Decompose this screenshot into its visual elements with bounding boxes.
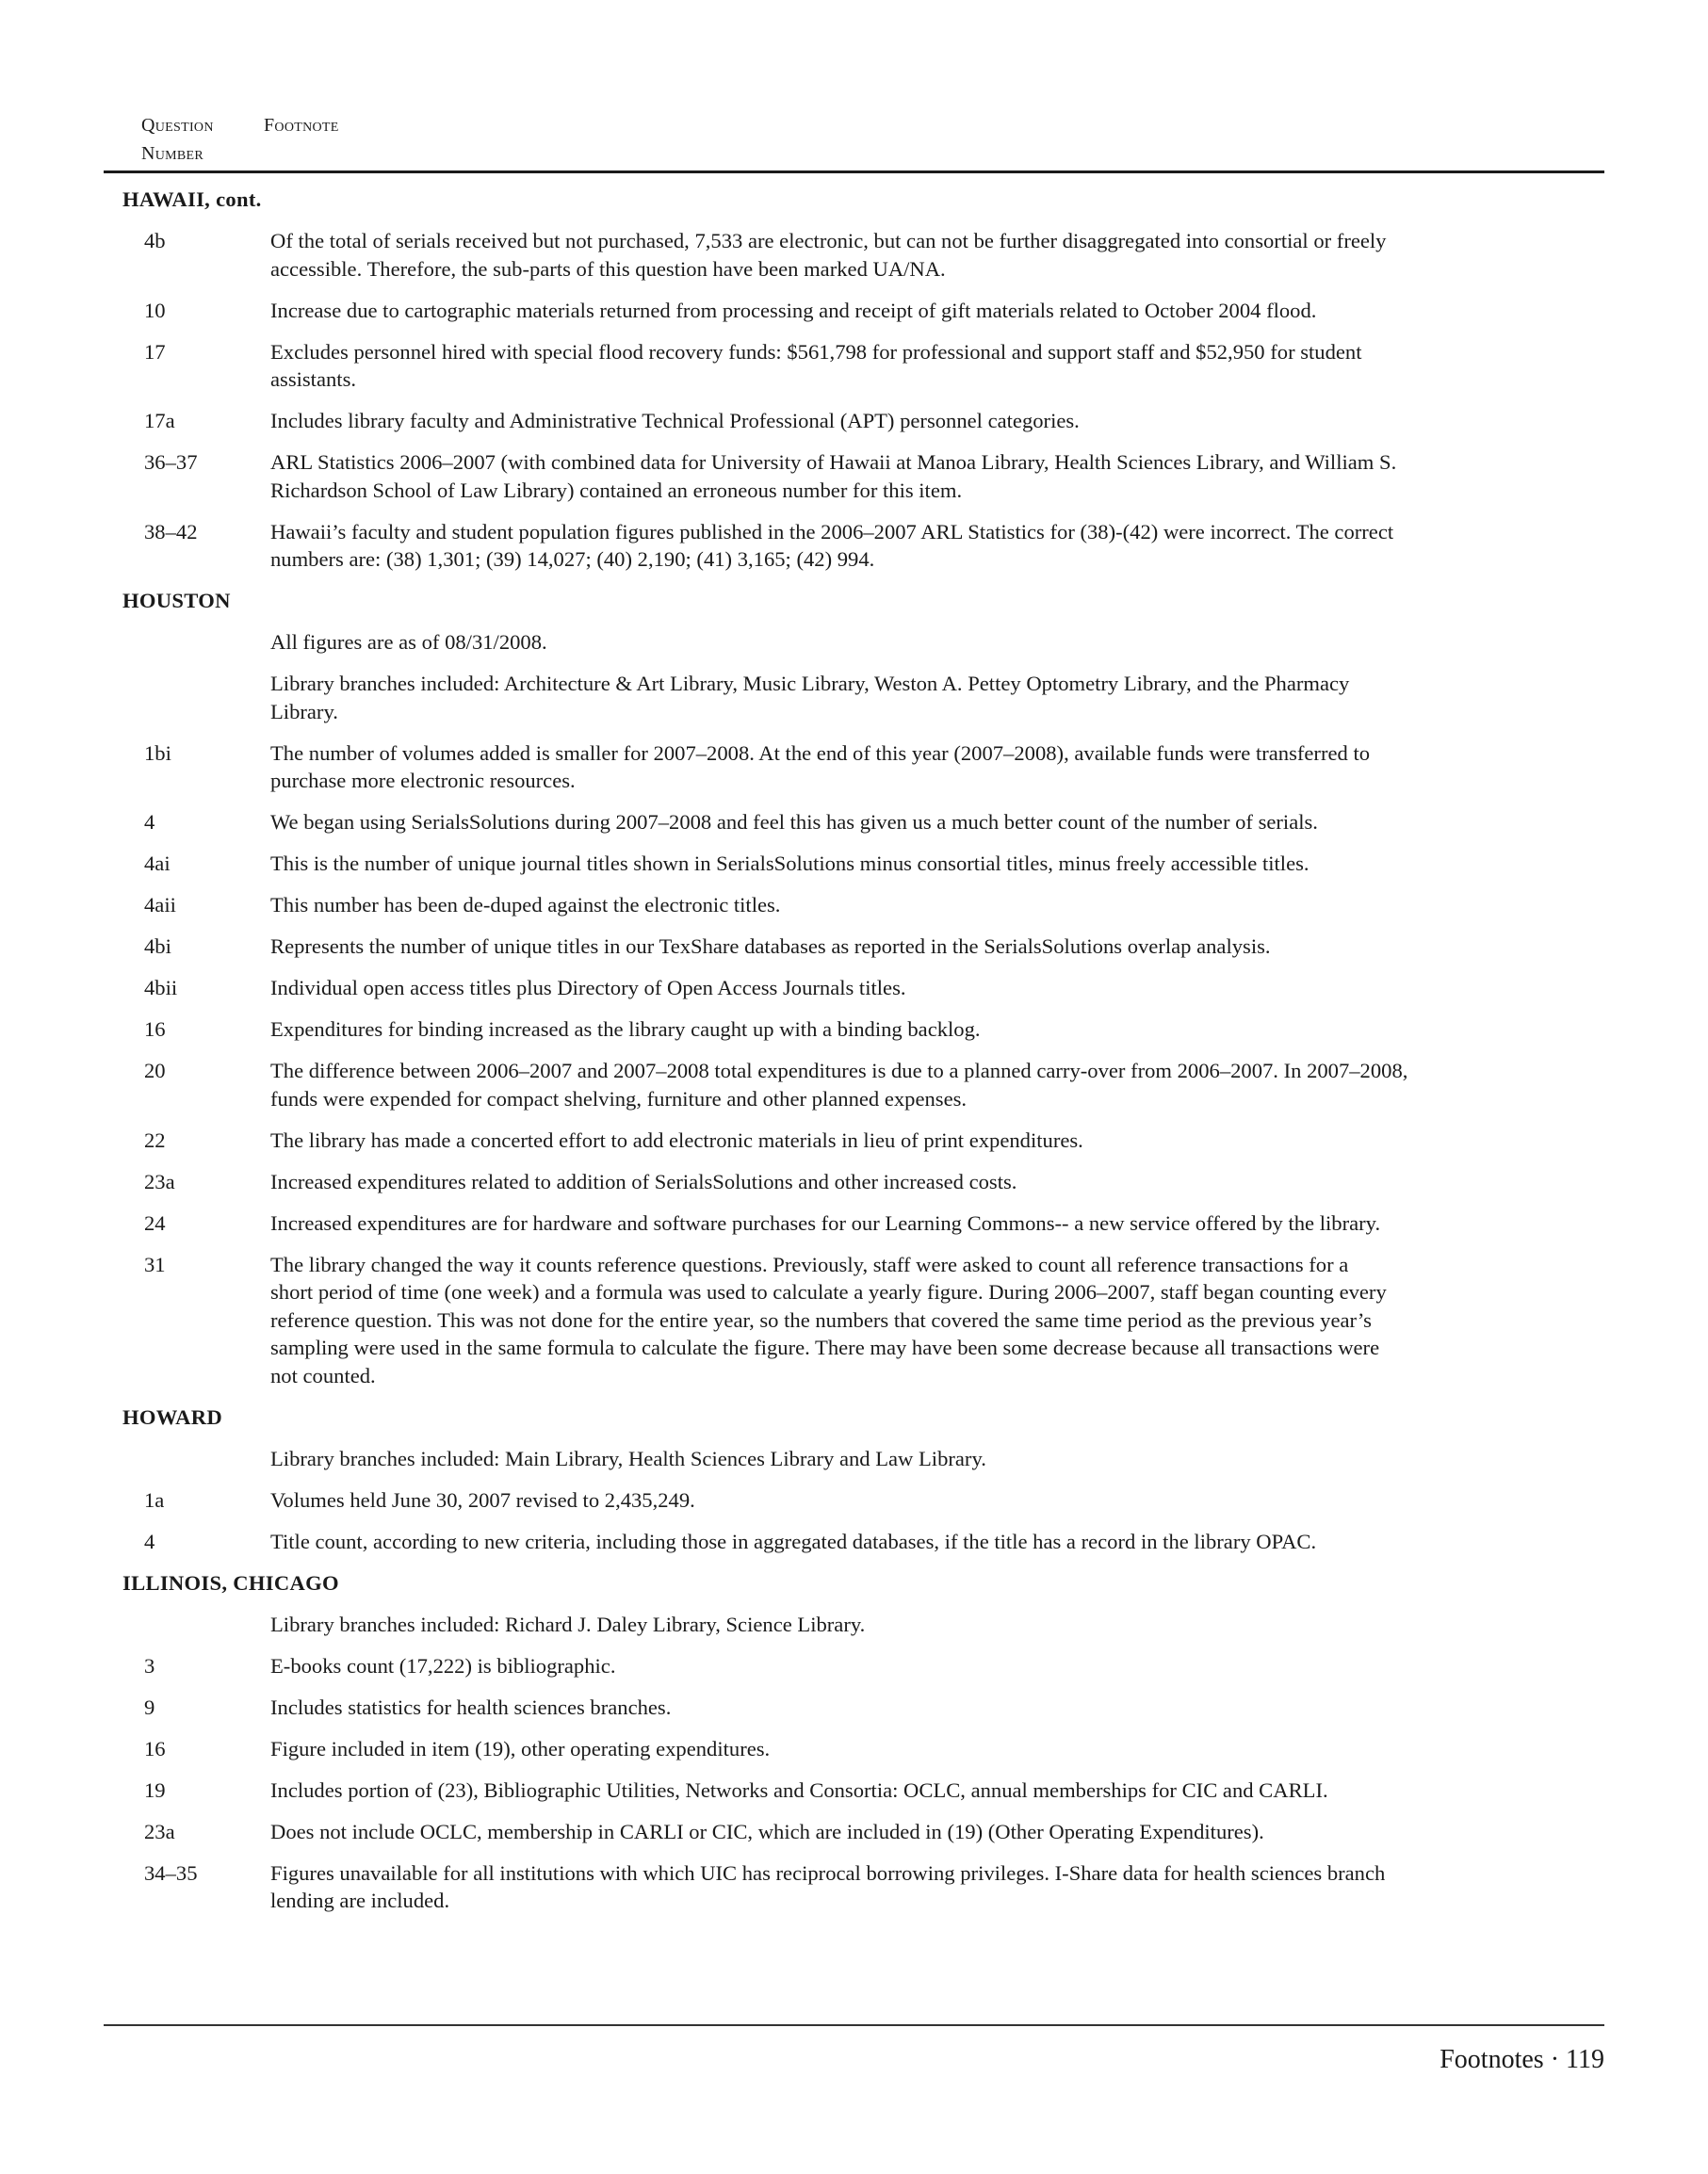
footnote-text-line: Richardson School of Law Library) contained an erroneous number for this item. [270, 478, 963, 502]
institution-section [104, 1569, 1604, 1915]
footnote-text-line: This is the number of unique journal titles shown in SerialsSolutions minus consortial titles, minus freely accessible titles. [270, 852, 1309, 875]
footnote-text-line: The difference between 2006–2007 and 2007–2008 total expenditures is due to a planned carry-over from 2006–2007. In 2007–2008, [270, 1059, 1408, 1082]
footnote-text [270, 1652, 1604, 1680]
question-number [104, 628, 270, 657]
question-number: 4b [144, 229, 166, 252]
footnote-text [270, 1168, 1604, 1196]
footnote-text [270, 670, 1604, 725]
footnote-text-line: Library. [270, 699, 338, 723]
footnote-entry [104, 933, 1604, 961]
question-number: 24 [144, 1210, 166, 1235]
footnote-text [270, 1127, 1604, 1155]
footnote-text [270, 448, 1604, 504]
footnote-text [270, 1777, 1604, 1805]
footnote-text-line: ARL Statistics 2006–2007 (with combined data for University of Hawaii at Manoa Library, Health Sciences Library, and William S. [270, 450, 1397, 474]
institution-section [104, 587, 1604, 1389]
footnote-text-line: Includes portion of (23), Bibliographic Utilities, Networks and Consortia: OCLC, annual memberships for CIC and CARLI. [270, 1777, 1328, 1802]
footnote-entry [104, 1209, 1604, 1238]
footnote-text [270, 407, 1604, 435]
footnote-text-line: Figure included in item (19), other operating expenditures. [270, 1736, 771, 1760]
question-number: 4 [144, 810, 155, 834]
footnote-text-line: Increased expenditures are for hardware and software purchases for our Learning Commons-- a new service offered by the library. [270, 1210, 1381, 1235]
footnote-entry [104, 1015, 1604, 1044]
footnote-text [270, 518, 1604, 574]
footer-separator: · [1543, 2045, 1567, 2074]
footnote-text-line: Represents the number of unique titles in our TexShare databases as reported in the SerialsSolutions overlap analysis. [270, 934, 1271, 958]
question-number [104, 1445, 270, 1473]
column-header-question-number: Question Number [141, 115, 214, 164]
page-number: 119 [1566, 2045, 1604, 2074]
institution-heading: HOUSTON [122, 589, 231, 612]
footnote-text [270, 1015, 1604, 1044]
question-number: 9 [144, 1695, 155, 1719]
footnote-text-line: All figures are as of 08/31/2008. [270, 630, 547, 654]
footnote-text [270, 1445, 1604, 1473]
footnote-text [270, 933, 1604, 961]
question-number: 4 [144, 1529, 155, 1553]
question-number: 10 [144, 298, 166, 322]
footnote-text-line: purchase more electronic resources. [270, 769, 576, 792]
question-number: 1bi [144, 740, 171, 765]
institution-heading: HAWAII, cont. [122, 187, 262, 211]
footnote-entry [104, 1777, 1604, 1805]
question-number: 20 [144, 1059, 166, 1082]
footnote-text-line: not counted. [270, 1363, 376, 1387]
footnote-text [270, 739, 1604, 795]
footnote-entry [104, 227, 1604, 283]
question-number: 23a [144, 1819, 175, 1843]
footnote-text [270, 850, 1604, 878]
footnote-text-line: Figures unavailable for all institutions with which UIC has reciprocal borrowing privileges. I-Share data for health sciences branch [270, 1860, 1386, 1885]
footnote-text-line: The number of volumes added is smaller for 2007–2008. At the end of this year (2007–2008), available funds were transferred to [270, 740, 1371, 765]
question-number [104, 1611, 270, 1639]
footnote-entry [104, 1445, 1604, 1473]
footnote-text-line: Volumes held June 30, 2007 revised to 2,435,249. [270, 1487, 695, 1512]
footnote-text-line: Increased expenditures related to addition of SerialsSolutions and other increased costs. [270, 1169, 1017, 1193]
footnote-text [270, 891, 1604, 919]
footnote-entry [104, 1859, 1604, 1915]
institution-section [104, 186, 1604, 574]
footnote-entry [104, 518, 1604, 574]
footnote-text-line: Individual open access titles plus Directory of Open Access Journals titles. [270, 976, 906, 999]
footnote-text-line: numbers are: (38) 1,301; (39) 14,027; (40) 2,190; (41) 3,165; (42) 994. [270, 547, 875, 571]
footnote-text [270, 338, 1604, 394]
question-number: 34–35 [144, 1860, 198, 1885]
question-number: 31 [144, 1252, 166, 1276]
footnote-text [270, 1859, 1604, 1915]
footnote-entry [104, 628, 1604, 657]
question-number: 4bii [144, 976, 178, 999]
footnote-entry [104, 974, 1604, 1002]
footnote-text-line: Library branches included: Main Library, Health Sciences Library and Law Library. [270, 1446, 986, 1470]
footnote-text-line: Does not include OCLC, membership in CARLI or CIC, which are included in (19) (Other Operating Expenditures). [270, 1819, 1264, 1843]
footnote-text [270, 1251, 1604, 1390]
question-number: 16 [144, 1017, 166, 1041]
footnote-entry [104, 739, 1604, 795]
footnote-entry [104, 891, 1604, 919]
footnote-text-line: Includes statistics for health sciences branches. [270, 1695, 672, 1719]
question-number [104, 670, 270, 725]
footnote-text-line: Library branches included: Richard J. Daley Library, Science Library. [270, 1612, 866, 1636]
question-number: 16 [144, 1736, 166, 1760]
institution-heading: ILLINOIS, CHICAGO [122, 1570, 339, 1595]
footnote-text [270, 1057, 1604, 1112]
column-header-footnote: Footnote [264, 115, 339, 136]
question-number: 1a [144, 1487, 165, 1512]
footnote-text [270, 227, 1604, 283]
footnote-entry [104, 1528, 1604, 1556]
footnote-entry [104, 448, 1604, 504]
footnote-entry [104, 1486, 1604, 1515]
footnote-text-line: short period of time (one week) and a formula was used to calculate a yearly figure. During 2006–2007, staff began counting every [270, 1280, 1387, 1304]
footnote-text-line: Title count, according to new criteria, including those in aggregated databases, if the title has a record in the library OPAC. [270, 1529, 1317, 1553]
footnote-text-line: Increase due to cartographic materials returned from processing and receipt of gift materials related to October 2004 flood. [270, 298, 1317, 322]
footnote-entry [104, 1168, 1604, 1196]
question-number: 4bi [144, 934, 171, 958]
question-number: 36–37 [144, 450, 198, 474]
footnote-entry [104, 1694, 1604, 1722]
question-number: 3 [144, 1653, 155, 1678]
question-number: 17a [144, 409, 175, 432]
footnote-text [270, 808, 1604, 836]
question-number: 38–42 [144, 519, 198, 544]
footnote-entry [104, 670, 1604, 725]
footnote-text-line: funds were expended for compact shelving, furniture and other planned expenses. [270, 1086, 968, 1111]
footnote-text-line: sampling were used in the same formula to calculate the figure. There may have been some decrease because all transactions were [270, 1336, 1380, 1359]
question-number: 22 [144, 1128, 166, 1152]
footnote-text-line: Library branches included: Architecture & Art Library, Music Library, Weston A. Pettey Optometry Library, and the Pharmacy [270, 672, 1350, 695]
footnote-text [270, 297, 1604, 325]
footnote-entry [104, 1251, 1604, 1390]
footnotes-body [104, 186, 1604, 1928]
footnote-entry [104, 1818, 1604, 1846]
footnote-text-line: E-books count (17,222) is bibliographic. [270, 1653, 616, 1678]
footnote-text [270, 1528, 1604, 1556]
footnote-text-line: Includes library faculty and Administrative Technical Professional (APT) personnel categories. [270, 409, 1080, 432]
footnote-entry [104, 338, 1604, 394]
footer-section-name: Footnotes [1440, 2045, 1544, 2074]
footnote-entry [104, 297, 1604, 325]
footnote-text-line: The library changed the way it counts reference questions. Previously, staff were asked to count all reference transactions for a [270, 1252, 1349, 1276]
footnote-text-line: Excludes personnel hired with special flood recovery funds: $561,798 for professional and support staff and $52,950 for student [270, 339, 1362, 364]
question-number: 4aii [144, 893, 176, 917]
footnote-text [270, 1486, 1604, 1515]
question-number: 17 [144, 339, 166, 364]
institution-heading: HOWARD [122, 1404, 222, 1429]
footnote-entry [104, 1652, 1604, 1680]
footnote-text-line: This number has been de-duped against the electronic titles. [270, 893, 781, 917]
footnote-entry [104, 1735, 1604, 1763]
footnote-text-line: Of the total of serials received but not purchased, 7,533 are electronic, but can not be further disaggregated into consortial or freely [270, 229, 1387, 252]
footnote-text [270, 1611, 1604, 1639]
question-number: 4ai [144, 852, 171, 875]
footnote-text [270, 974, 1604, 1002]
footnote-entry [104, 850, 1604, 878]
footnote-text-line: Expenditures for binding increased as the library caught up with a binding backlog. [270, 1017, 981, 1041]
footer-rule [104, 2024, 1604, 2026]
footnote-entry [104, 1057, 1604, 1112]
question-number: 19 [144, 1777, 166, 1802]
footnote-entry [104, 808, 1604, 836]
footnote-text-line: reference question. This was not done for the entire year, so the numbers that covered the same time period as the previous year’s [270, 1307, 1372, 1332]
footnote-text-line: We began using SerialsSolutions during 2007–2008 and feel this has given us a much better count of the number of serials. [270, 810, 1318, 834]
footnote-text-line: Hawaii’s faculty and student population figures published in the 2006–2007 ARL Statistics for (38)-(42) were incorrect. The correct [270, 519, 1394, 544]
footnote-text-line: accessible. Therefore, the sub-parts of this question have been marked UA/NA. [270, 256, 946, 281]
footnote-text-line: The library has made a concerted effort to add electronic materials in lieu of print expenditures. [270, 1128, 1083, 1152]
footnote-entry [104, 1127, 1604, 1155]
footnote-entry [104, 407, 1604, 435]
footnote-text-line: lending are included. [270, 1889, 450, 1912]
footnote-text [270, 1694, 1604, 1722]
header-rule [104, 170, 1604, 173]
footnote-text-line: assistants. [270, 367, 357, 391]
institution-section [104, 1403, 1604, 1556]
page-footer [1440, 2044, 1604, 2076]
footnote-text [270, 1818, 1604, 1846]
footnote-entry [104, 1611, 1604, 1639]
footnote-text [270, 1735, 1604, 1763]
question-number: 23a [144, 1169, 175, 1193]
footnote-text [270, 628, 1604, 657]
footnote-text [270, 1209, 1604, 1238]
